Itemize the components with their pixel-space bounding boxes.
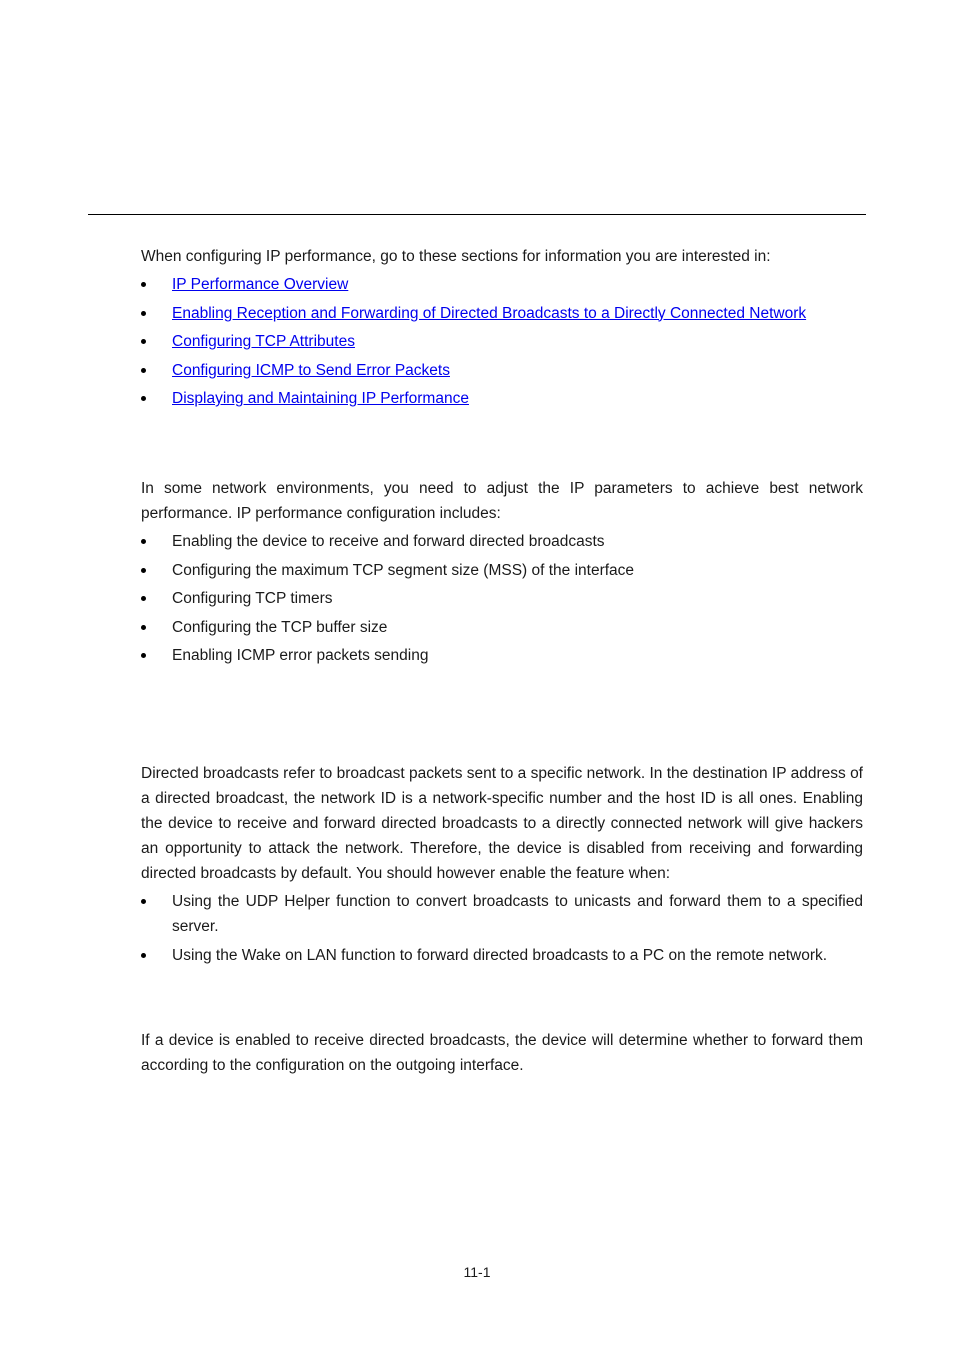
link-displaying-maintaining[interactable]: Displaying and Maintaining IP Performance [172,390,469,407]
link-icmp-error-packets[interactable]: Configuring ICMP to Send Error Packets [172,361,450,379]
bullet-icon [141,339,146,344]
bullet-icon [141,396,146,401]
link-ip-performance-overview[interactable]: IP Performance Overview [172,276,349,293]
list-item-text: Configuring the TCP buffer size [172,618,388,636]
link-directed-broadcasts[interactable]: Enabling Reception and Forwarding of Directed Broadcasts to a Directly Connected Network [172,304,807,322]
bullet-icon [141,368,146,373]
list-item [141,586,863,611]
list-item [141,529,863,554]
bullet-icon [141,899,146,904]
list-item-text: Using the Wake on LAN function to forward directed broadcasts to a PC on the remote network. [172,946,828,964]
list-item [141,301,863,326]
intro-paragraph: When configuring IP performance, go to these sections for information you are interested in: [141,248,771,265]
overview-list [141,529,863,672]
overview-paragraph: In some network environments, you need to adjust the IP parameters to achieve best network performance. IP performance configuration includes: [141,480,863,522]
header-rule [88,214,866,215]
list-item [141,558,863,583]
bullet-icon [141,625,146,630]
receive-paragraph: If a device is enabled to receive directed broadcasts, the device will determine whether to forward them according to the configuration on the outgoing interface. [141,1032,863,1074]
link-tcp-attributes[interactable]: Configuring TCP Attributes [172,333,355,350]
bullet-icon [141,539,146,544]
list-item [141,889,863,939]
bullet-icon [141,653,146,658]
bullet-icon [141,953,146,958]
list-item [141,943,863,968]
list-item [141,329,863,354]
list-item [141,643,863,668]
directed-broadcasts-paragraph: Directed broadcasts refer to broadcast packets sent to a specific network. In the destination IP address of a directed broadcast, the network ID is a network-specific number and the host ID is all ones. Enabling the device to receive and forward directed broadcasts to a directly connected network will give hackers an opportunity to attack the network. Therefore, the device is disabled from receiving and forwarding directed broadcasts by default. You should however enable the feature when: [141,765,863,882]
bullet-icon [141,568,146,573]
bullet-icon [141,282,146,287]
list-item [141,272,863,297]
list-item-text: Configuring TCP timers [172,590,333,607]
list-item [141,615,863,640]
directed-broadcasts-list [141,889,863,971]
list-item [141,358,863,383]
list-item-text: Configuring the maximum TCP segment size (MSS) of the interface [172,561,635,579]
list-item-text: Enabling the device to receive and forward directed broadcasts [172,533,605,550]
list-item-text: Enabling ICMP error packets sending [172,647,429,664]
page-number: 11-1 [463,1264,491,1280]
bullet-icon [141,311,146,316]
bullet-icon [141,596,146,601]
section-links-list [141,272,863,415]
list-item [141,386,863,411]
list-item-text: Using the UDP Helper function to convert broadcasts to unicasts and forward them to a specified server. [172,893,863,935]
